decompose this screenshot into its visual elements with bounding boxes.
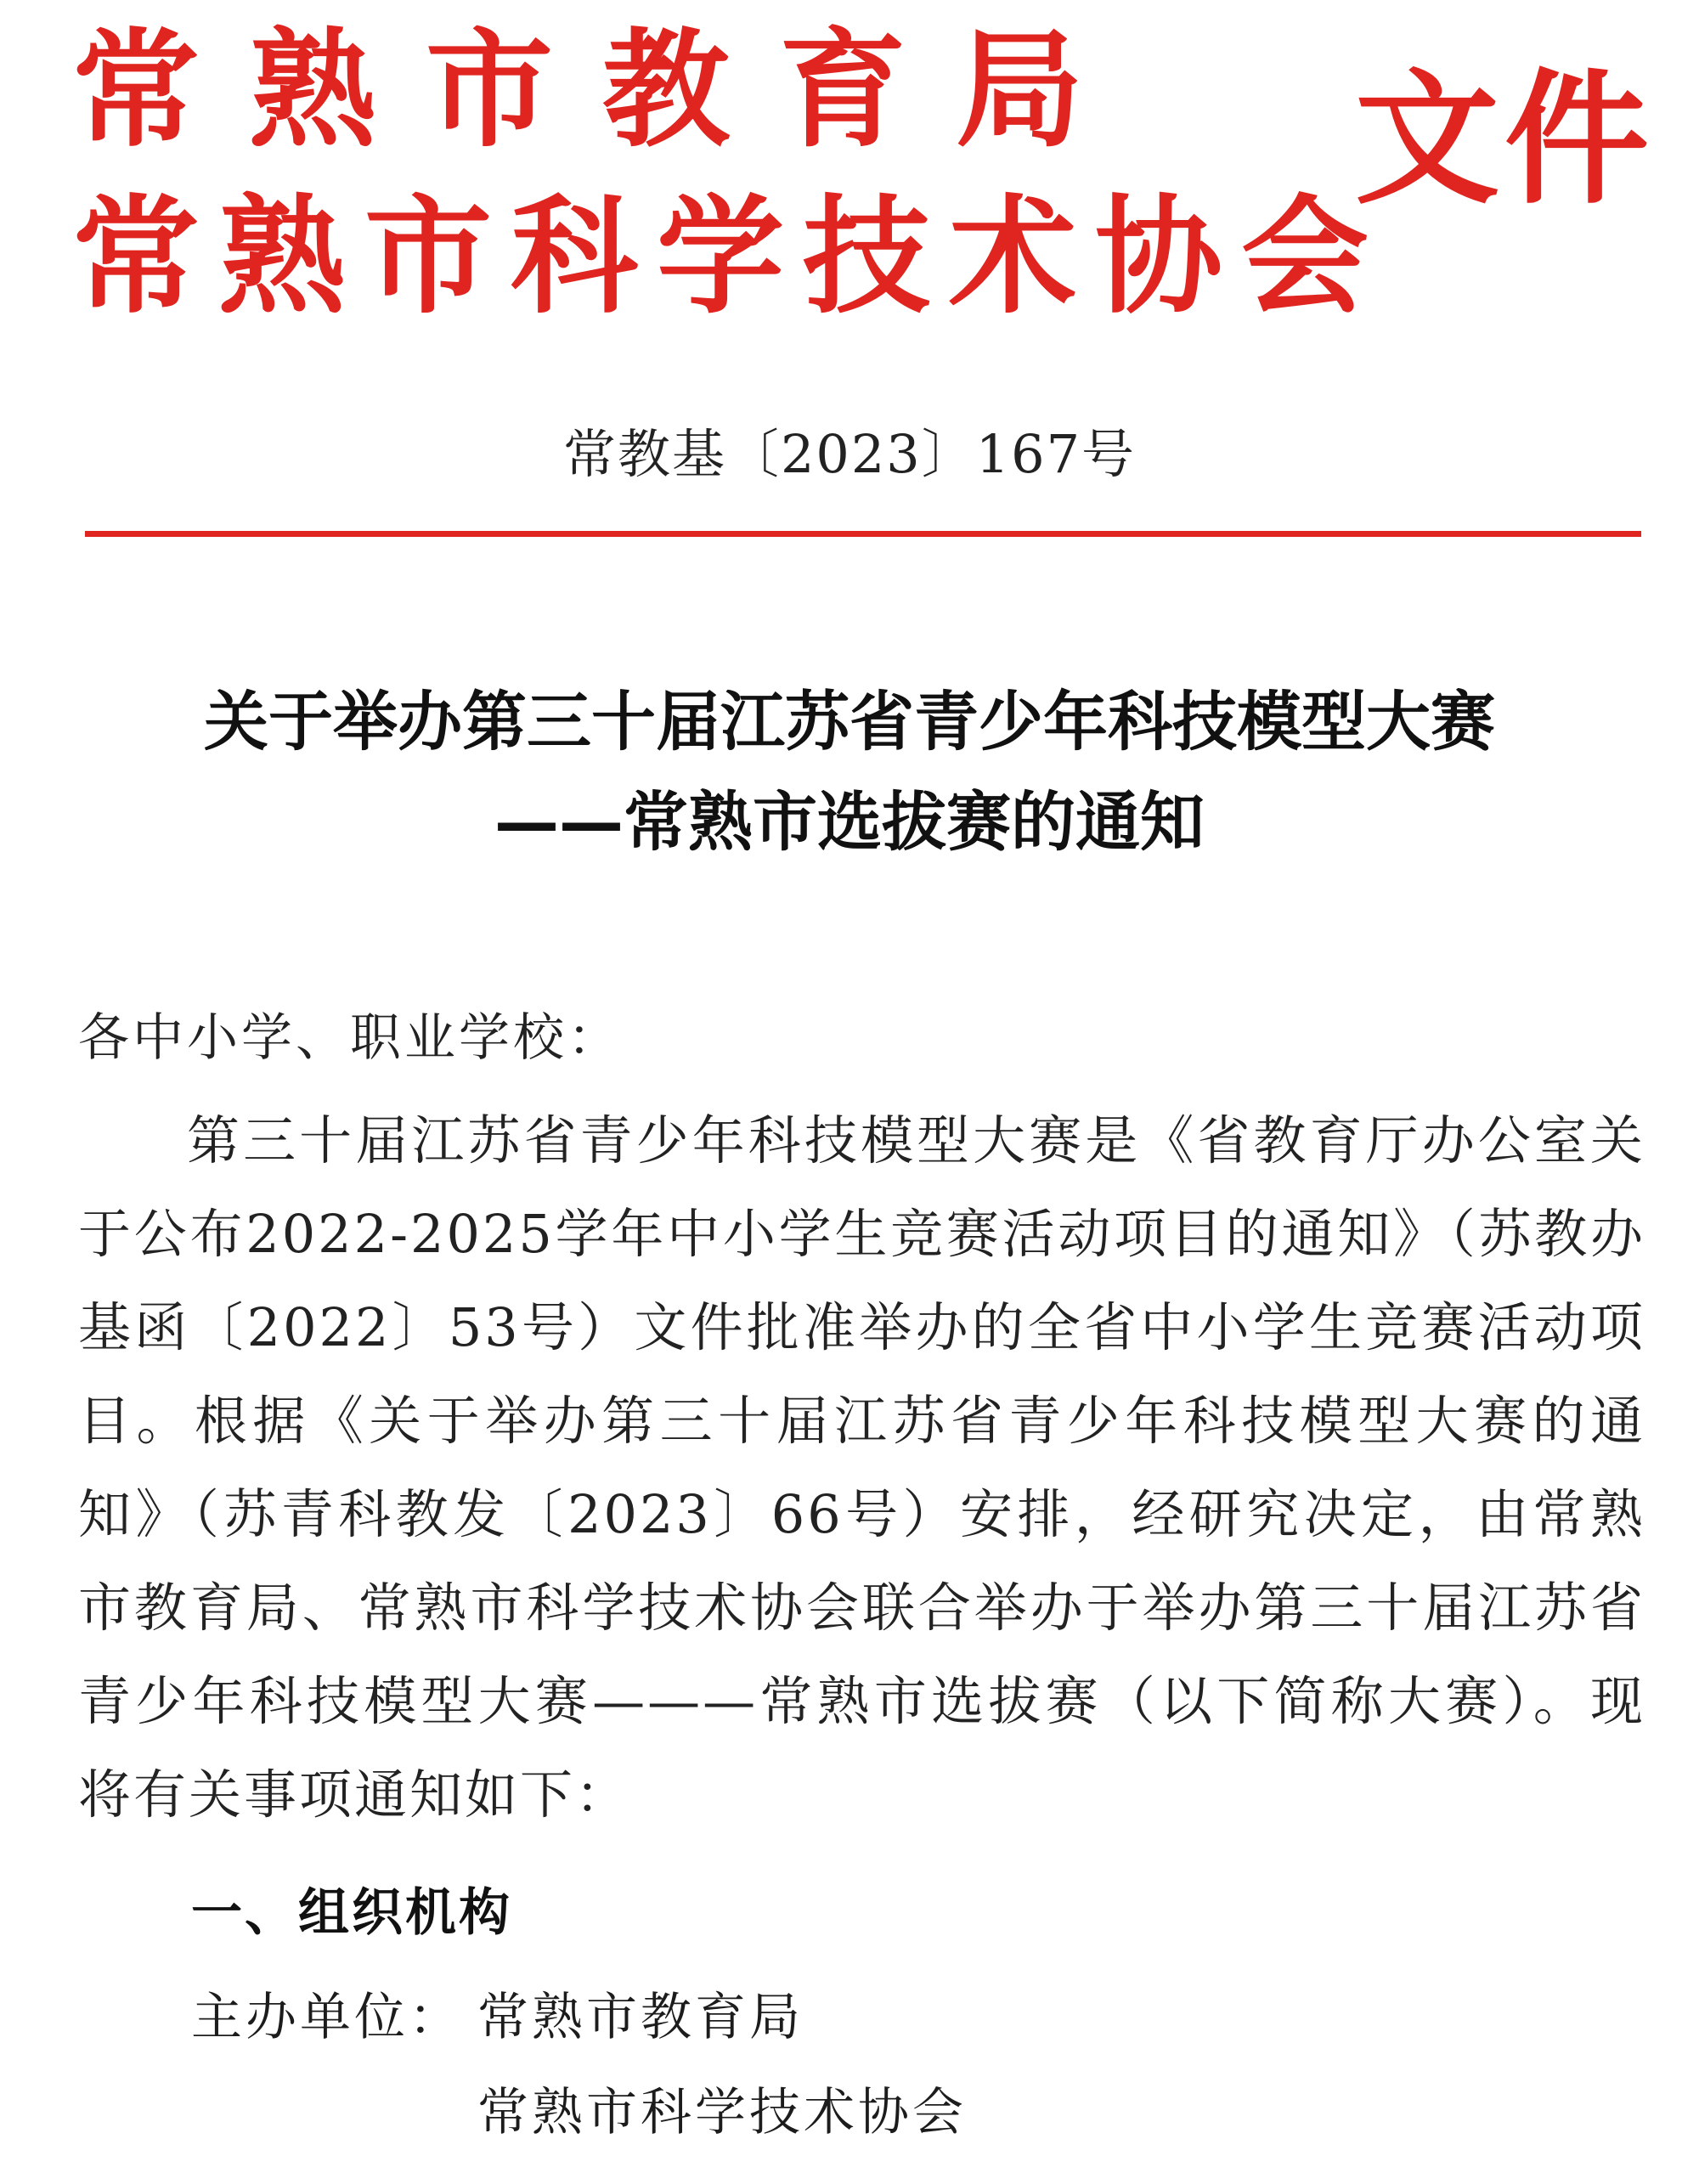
organizer-name: 常熟市教育局 (477, 1988, 804, 2047)
red-divider-line (85, 531, 1641, 537)
header-suffix-document: 文件 (1355, 56, 1655, 224)
document-title-line2: ——常熟市选拔赛的通知 (494, 784, 1205, 860)
issuer-name-science-association: 常熟市科学技术协会 (72, 183, 1388, 331)
document-title-line1: 关于举办第三十届江苏省青少年科技模型大赛 (204, 684, 1495, 759)
issuer-name-education-bureau: 常熟市教育局 (72, 17, 1133, 165)
organizer-name: 常熟市科学技术协会 (477, 2083, 967, 2142)
salutation: 各中小学、职业学校： (78, 1008, 622, 1068)
section-heading-organization: 一、组织机构 (191, 1883, 512, 1943)
document-number: 常教基〔2023〕167号 (562, 423, 1137, 485)
body-paragraph: 第三十届江苏省青少年科技模型大赛是《省教育厅办公室关于公布2022-2025学年中小学生竞赛活动项目的通知》（苏教办基函〔2022〕53号）文件批准举办的全省中小学生竞赛活动项目。根据《关于举办第三十届江苏省青少年科技模型大赛的通知》（苏青科教发〔2023〕66号）安排，经研究决定，由常熟市教育局、常熟市科学技术协会联合举办于举办第三十届江苏省青少年科技模型大赛———常熟市选拔赛（以下简称大赛）。现将有关事项通知如下： (78, 1109, 1645, 1826)
organizer-label: 主办单位： (191, 1988, 463, 2047)
